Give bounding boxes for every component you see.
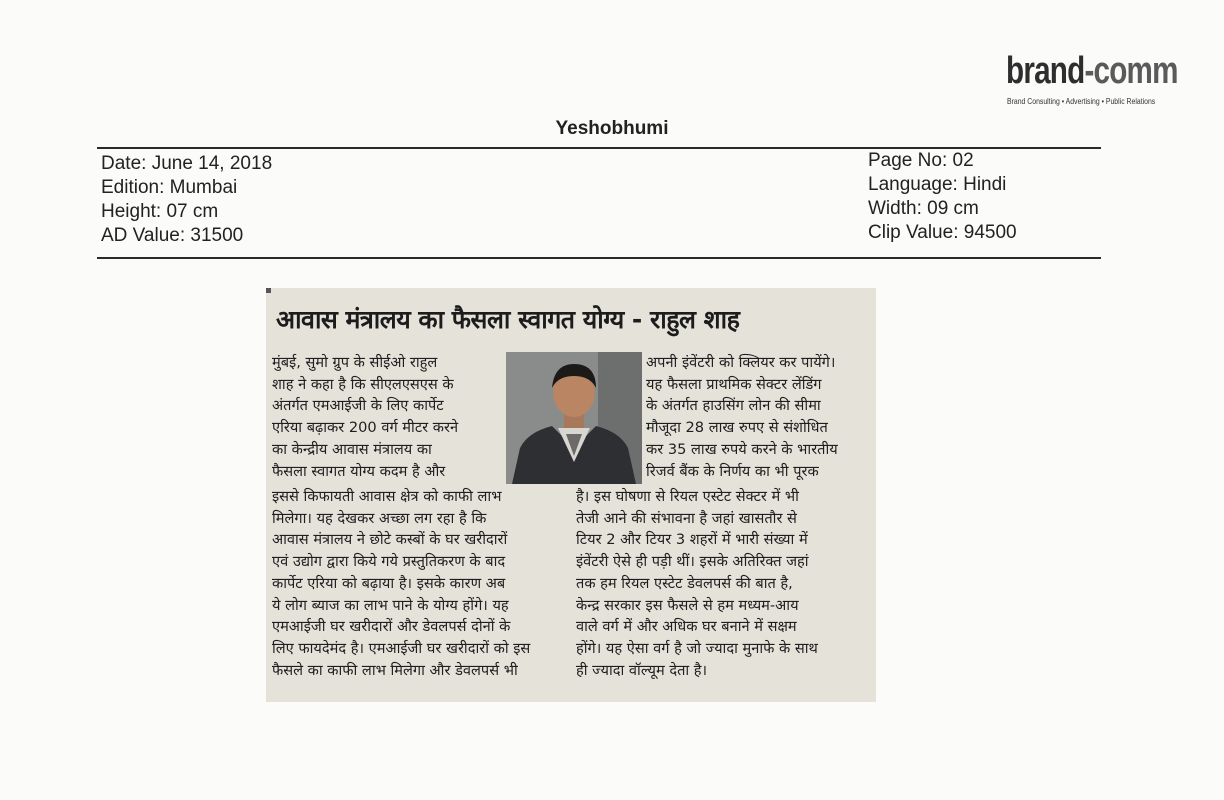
meta-clip-value: Clip Value: 94500 (868, 222, 1017, 243)
meta-edition: Edition: Mumbai (101, 177, 238, 198)
article-line: मिलेगा। यह देखकर अच्छा लग रहा है कि (272, 509, 487, 527)
article-line: है। इस घोषणा से रियल एस्टेट सेक्टर में भी (576, 488, 799, 505)
article-line: कार्पेट एरिया को बढ़ाया है। इसके कारण अब (272, 574, 506, 592)
article-line: टियर 2 और टियर 3 शहरों में भारी संख्या में (576, 531, 808, 549)
article-line: का केन्द्रीय आवास मंत्रालय का (272, 440, 432, 458)
meta-width: Width: 09 cm (868, 198, 979, 219)
clip-corner-mark (266, 288, 271, 293)
article-line: तेजी आने की संभावना है जहां खासतौर से (576, 509, 797, 527)
article-line: रिजर्व बैंक के निर्णय का भी पूरक (646, 462, 819, 480)
article-line: इंवेंटरी ऐसे ही पड़ी थीं। इसके अतिरिक्त जहां (576, 553, 809, 571)
article-line: मुंबई, सुमो ग्रुप के सीईओ राहुल (272, 354, 438, 371)
article-line: एमआईजी घर खरीदारों और डेवलपर्स दोनों के (272, 618, 511, 636)
article-line: ये लोग ब्याज का लाभ पाने के योग्य होंगे। यह (272, 596, 509, 614)
meta-language: Language: Hindi (868, 174, 1007, 195)
meta-height: Height: 07 cm (101, 201, 219, 222)
article-line: आवास मंत्रालय ने छोटे कस्बों के घर खरीदारों (272, 531, 508, 549)
article-line: तक हम रियल एस्टेट डेवलपर्स की बात है, (576, 574, 793, 592)
brand-comm-logo (1006, 50, 1178, 112)
article-line: यह फैसला प्राथमिक सेक्टर लेंडिंग (646, 375, 822, 393)
logo-wordmark: brand-comm (1006, 50, 1178, 92)
article-line: अपनी इंवेंटरी को क्लियर कर पायेंगे। (646, 354, 836, 371)
publication-name: Yeshobhumi (555, 118, 669, 139)
person-photo-icon (506, 352, 642, 484)
article-line: केन्द्र सरकार इस फैसले से हम मध्यम-आय (576, 596, 799, 614)
bottom-divider (97, 257, 1101, 259)
article-line: अंतर्गत एमआईजी के लिए कार्पेट (272, 397, 444, 415)
article-line: ही ज्यादा वॉल्यूम देता है। (576, 661, 708, 679)
article-line: मौजूदा 28 लाख रुपए से संशोधित (646, 419, 828, 437)
article-line: के अंतर्गत हाउसिंग लोन की सीमा (646, 397, 821, 415)
article-line: फैसला स्वागत योग्य कदम है और (272, 462, 446, 480)
article-right-column-bottom (576, 486, 872, 681)
news-clipping (266, 288, 876, 702)
article-line: होंगे। यह ऐसा वर्ग है जो ज्यादा मुनाफे के साथ (576, 639, 818, 657)
article-line: एवं उद्योग द्वारा किये गये प्रस्तुतिकरण के बाद (272, 553, 506, 571)
article-line: फैसले का काफी लाभ मिलेगा और डेवलपर्स भी (272, 661, 518, 679)
article-left-column-top (272, 352, 502, 482)
article-headline: आवास मंत्रालय का फैसला स्वागत योग्य - राहुल शाह (276, 305, 740, 334)
article-line: एरिया बढ़ाकर 200 वर्ग मीटर करने (272, 419, 459, 437)
meta-left (101, 152, 272, 248)
meta-right (868, 149, 1017, 245)
article-line: वाले वर्ग में और अधिक घर बनाने में सक्षम (576, 618, 797, 636)
article-right-column-top (646, 352, 870, 482)
article-line: लिए फायदेमंद है। एमआईजी घर खरीदारों को इस (272, 639, 531, 657)
article-left-column-bottom (272, 486, 570, 681)
meta-page-no: Page No: 02 (868, 150, 974, 171)
article-line: शाह ने कहा है कि सीएलएसएस के (272, 375, 454, 393)
meta-date: Date: June 14, 2018 (101, 153, 273, 174)
logo-tagline: Brand Consulting • Advertising • Public Relations (1007, 97, 1156, 106)
article-line: कर 35 लाख रुपये करने के भारतीय (646, 440, 838, 458)
meta-ad-value: AD Value: 31500 (101, 225, 244, 246)
article-line: इससे किफायती आवास क्षेत्र को काफी लाभ (272, 488, 502, 505)
